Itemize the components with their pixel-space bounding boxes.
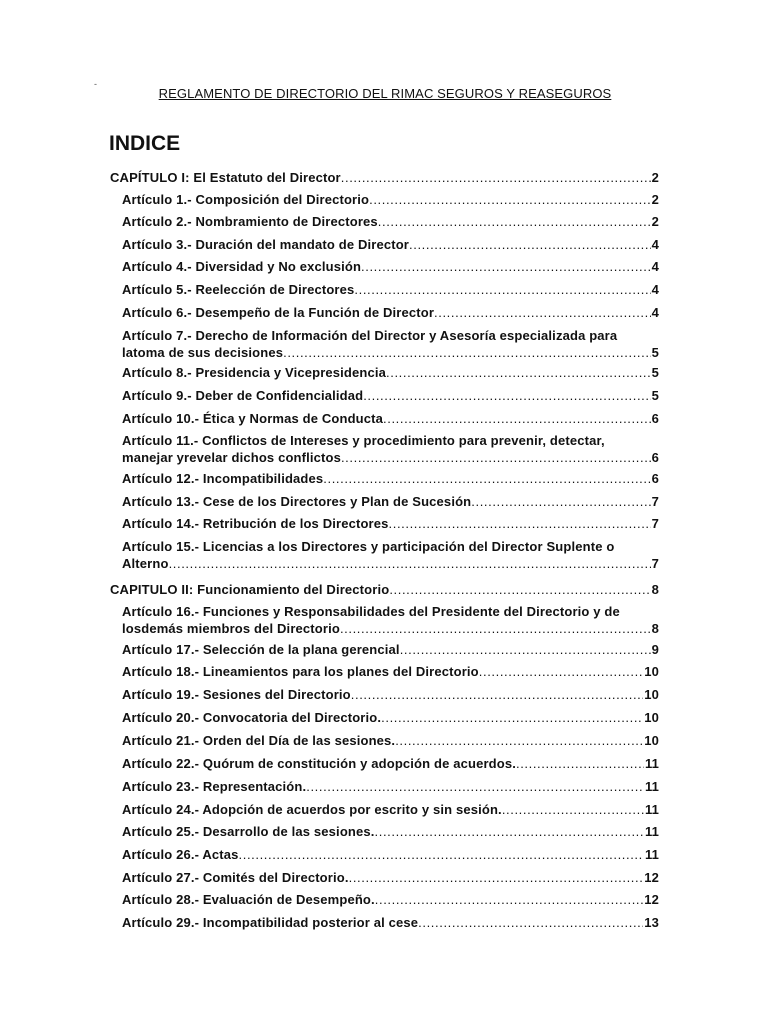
toc-entry-title-line: Artículo 11.- Conflictos de Intereses y procedimiento para prevenir, detectar,	[122, 433, 605, 448]
toc-entry-title: Artículo 23.- Representación.	[122, 779, 307, 794]
toc-page-number: 12	[644, 870, 659, 885]
toc-entry-title: Artículo 6.- Desempeño de la Función de Director	[122, 305, 435, 320]
toc-entry-line	[122, 801, 659, 818]
toc-entry-line	[122, 515, 659, 532]
toc-article-entry[interactable]	[122, 538, 659, 572]
toc-page-number: 2	[651, 170, 659, 185]
toc-entry-line	[122, 304, 659, 321]
scan-speck: -	[94, 79, 97, 89]
toc-article-entry[interactable]	[122, 663, 659, 680]
toc-entry-title: Artículo 29.- Incompatibilidad posterior al cese	[122, 915, 419, 930]
toc-entry-line	[122, 344, 659, 361]
toc-entry-title: Artículo 8.- Presidencia y Vicepresidencia	[122, 365, 387, 380]
toc-entry-title: losdemás miembros del Directorio	[122, 621, 340, 636]
dot-leader	[349, 869, 644, 886]
toc-entry-title: CAPITULO II: Funcionamiento del Directorio	[110, 582, 390, 597]
toc-page-number: 10	[644, 733, 659, 748]
toc-article-entry[interactable]	[122, 846, 659, 863]
dot-leader	[363, 387, 650, 404]
toc-article-entry[interactable]	[122, 641, 659, 658]
toc-page-number: 9	[651, 642, 659, 657]
dot-leader	[409, 236, 651, 253]
document-title: REGLAMENTO DE DIRECTORIO DEL RIMAC SEGUROS Y REASEGUROS	[158, 86, 612, 101]
toc-page-number: 11	[644, 756, 659, 771]
toc-page-number: 4	[651, 305, 659, 320]
toc-page-number: 5	[651, 345, 659, 360]
toc-entry-line	[122, 846, 659, 863]
toc-entry-title: Artículo 2.- Nombramiento de Directores	[122, 214, 378, 229]
toc-entry-title: Artículo 13.- Cese de los Directores y Plan de Sucesión	[122, 494, 472, 509]
toc-entry-title: Artículo 3.- Duración del mandato de Director	[122, 237, 410, 252]
toc-entry-title: Artículo 27.- Comités del Directorio.	[122, 870, 349, 885]
toc-page-number: 10	[644, 664, 659, 679]
toc-entry-title: Artículo 28.- Evaluación de Desempeño.	[122, 892, 375, 907]
toc-page-number: 4	[651, 237, 659, 252]
toc-article-entry[interactable]	[122, 891, 659, 908]
toc-page-number: 2	[651, 192, 659, 207]
toc-entry-line	[122, 914, 659, 931]
toc-page-number: 11	[644, 847, 659, 862]
dot-leader	[516, 755, 644, 772]
toc-article-entry[interactable]	[122, 410, 659, 427]
toc-entry-line	[122, 620, 659, 637]
dot-leader	[169, 555, 651, 572]
toc-entry-title: Artículo 1.- Composición del Directorio	[122, 192, 370, 207]
toc-entry-title: Artículo 10.- Ética y Normas de Conducta	[122, 411, 384, 426]
toc-entry-title: Artículo 24.- Adopción de acuerdos por escrito y sin sesión.	[122, 802, 502, 817]
toc-entry-title: Artículo 20.- Convocatoria del Directorio.	[122, 710, 382, 725]
dot-leader	[400, 641, 651, 658]
dot-leader	[239, 846, 644, 863]
toc-entry-title: Artículo 22.- Quórum de constitución y adopción de acuerdos.	[122, 756, 516, 771]
dot-leader	[375, 891, 643, 908]
toc-article-entry[interactable]	[122, 470, 659, 487]
toc-page-number: 10	[644, 710, 659, 725]
toc-article-entry[interactable]	[122, 281, 659, 298]
toc-article-entry[interactable]	[122, 801, 659, 818]
toc-entry-title: Artículo 26.- Actas	[122, 847, 239, 862]
index-heading: INDICE	[109, 132, 181, 155]
toc-page-number: 12	[644, 892, 659, 907]
toc-page-number: 7	[651, 516, 659, 531]
dot-leader	[341, 449, 651, 466]
toc-article-entry[interactable]	[122, 213, 659, 230]
toc-article-entry[interactable]	[122, 732, 659, 749]
toc-entry-line	[122, 236, 659, 253]
toc-page-number: 4	[651, 259, 659, 274]
toc-entry-line	[122, 891, 659, 908]
toc-article-entry[interactable]	[122, 755, 659, 772]
toc-entry-title-line: Artículo 15.- Licencias a los Directores y participación del Director Suplente o	[122, 539, 615, 554]
toc-page-number: 5	[651, 388, 659, 403]
dot-leader	[386, 364, 651, 381]
toc-article-entry[interactable]	[122, 823, 659, 840]
toc-entry-title: Artículo 25.- Desarrollo de las sesiones.	[122, 824, 375, 839]
toc-article-entry[interactable]	[122, 364, 659, 381]
toc-article-entry[interactable]	[122, 709, 659, 726]
toc-entry-title-line: Artículo 16.- Funciones y Responsabilidades del Presidente del Directorio y de	[122, 604, 620, 619]
toc-entry-line	[122, 778, 659, 795]
toc-entry-title: Artículo 19.- Sesiones del Directorio	[122, 687, 351, 702]
toc-entry-line	[122, 449, 659, 466]
dot-leader	[283, 344, 651, 361]
dot-leader	[389, 581, 650, 598]
toc-page-number: 10	[644, 687, 659, 702]
toc-page-number: 6	[651, 450, 659, 465]
dot-leader	[389, 515, 651, 532]
toc-entry-line	[122, 709, 659, 726]
dot-leader	[354, 281, 650, 298]
dot-leader	[375, 823, 644, 840]
toc-entry-title: Artículo 21.- Orden del Día de las sesiones.	[122, 733, 396, 748]
toc-page-number: 5	[651, 365, 659, 380]
toc-article-entry[interactable]	[122, 327, 659, 361]
toc-entry-line	[110, 581, 659, 598]
toc-page-number: 8	[651, 582, 659, 597]
toc-entry-line	[122, 387, 659, 404]
toc-entry-title: Artículo 14.- Retribución de los Directores	[122, 516, 389, 531]
toc-entry-line	[122, 663, 659, 680]
toc-entry-line	[122, 686, 659, 703]
toc-entry-line	[122, 869, 659, 886]
toc-entry-title: Artículo 5.- Reelección de Directores	[122, 282, 355, 297]
toc-page-number: 11	[644, 824, 659, 839]
toc-entry-line	[122, 191, 659, 208]
toc-entry-line	[122, 364, 659, 381]
toc-article-entry[interactable]	[122, 191, 659, 208]
toc-article-entry[interactable]	[122, 493, 659, 510]
toc-article-entry[interactable]	[122, 236, 659, 253]
toc-article-entry[interactable]	[122, 387, 659, 404]
toc-entry-title: Artículo 9.- Deber de Confidencialidad	[122, 388, 364, 403]
toc-entry-title: Artículo 18.- Lineamientos para los planes del Directorio	[122, 664, 479, 679]
toc-page-number: 2	[651, 214, 659, 229]
toc-article-entry[interactable]	[122, 686, 659, 703]
toc-entry-line	[122, 823, 659, 840]
dot-leader	[418, 914, 643, 931]
dot-leader	[434, 304, 651, 321]
dot-leader	[351, 686, 643, 703]
toc-entry-line	[122, 555, 659, 572]
toc-entry-line	[110, 169, 659, 186]
toc-entry-line	[122, 641, 659, 658]
toc-entry-title: latoma de sus decisiones	[122, 345, 284, 360]
dot-leader	[395, 732, 643, 749]
toc-entry-title: Alterno	[122, 556, 169, 571]
toc-entry-line	[122, 410, 659, 427]
dot-leader	[341, 169, 651, 186]
toc-article-entry[interactable]	[122, 914, 659, 931]
toc-page-number: 7	[651, 556, 659, 571]
dot-leader	[502, 801, 644, 818]
toc-page-number: 11	[644, 779, 659, 794]
toc-page-number: 11	[644, 802, 659, 817]
toc-entry-line	[122, 493, 659, 510]
toc-page-number: 4	[651, 282, 659, 297]
toc-article-entry[interactable]	[122, 304, 659, 321]
toc-article-entry[interactable]	[122, 515, 659, 532]
toc-chapter-entry[interactable]	[110, 169, 659, 186]
dot-leader	[369, 191, 651, 208]
toc-article-entry[interactable]	[122, 778, 659, 795]
dot-leader	[471, 493, 650, 510]
toc-page-number: 13	[644, 915, 659, 930]
dot-leader	[323, 470, 650, 487]
toc-page-number: 7	[651, 494, 659, 509]
dot-leader	[306, 778, 644, 795]
toc-article-entry[interactable]	[122, 258, 659, 275]
toc-page-number: 6	[651, 471, 659, 486]
toc-entry-line	[122, 732, 659, 749]
toc-chapter-entry[interactable]	[110, 581, 659, 598]
toc-article-entry[interactable]	[122, 603, 659, 637]
toc-entry-title: Artículo 12.- Incompatibilidades	[122, 471, 324, 486]
dot-leader	[361, 258, 651, 275]
toc-entry-line	[122, 470, 659, 487]
toc-entry-title: CAPÍTULO I: El Estatuto del Director	[110, 170, 341, 185]
dot-leader	[383, 410, 651, 427]
dot-leader	[381, 709, 643, 726]
toc-article-entry[interactable]	[122, 432, 659, 466]
dot-leader	[378, 213, 651, 230]
toc-entry-line	[122, 755, 659, 772]
dot-leader	[479, 663, 643, 680]
toc-article-entry[interactable]	[122, 869, 659, 886]
dot-leader	[340, 620, 651, 637]
toc-entry-line	[122, 213, 659, 230]
toc-entry-title: Artículo 17.- Selección de la plana gerencial	[122, 642, 400, 657]
toc-entry-line	[122, 258, 659, 275]
toc-entry-title-line: Artículo 7.- Derecho de Información del Director y Asesoría especializada para	[122, 328, 618, 343]
toc-entry-title: manejar yrevelar dichos conflictos	[122, 450, 341, 465]
toc-entry-line	[122, 281, 659, 298]
toc-entry-title: Artículo 4.- Diversidad y No exclusión	[122, 259, 362, 274]
toc-page-number: 8	[651, 621, 659, 636]
toc-page-number: 6	[651, 411, 659, 426]
